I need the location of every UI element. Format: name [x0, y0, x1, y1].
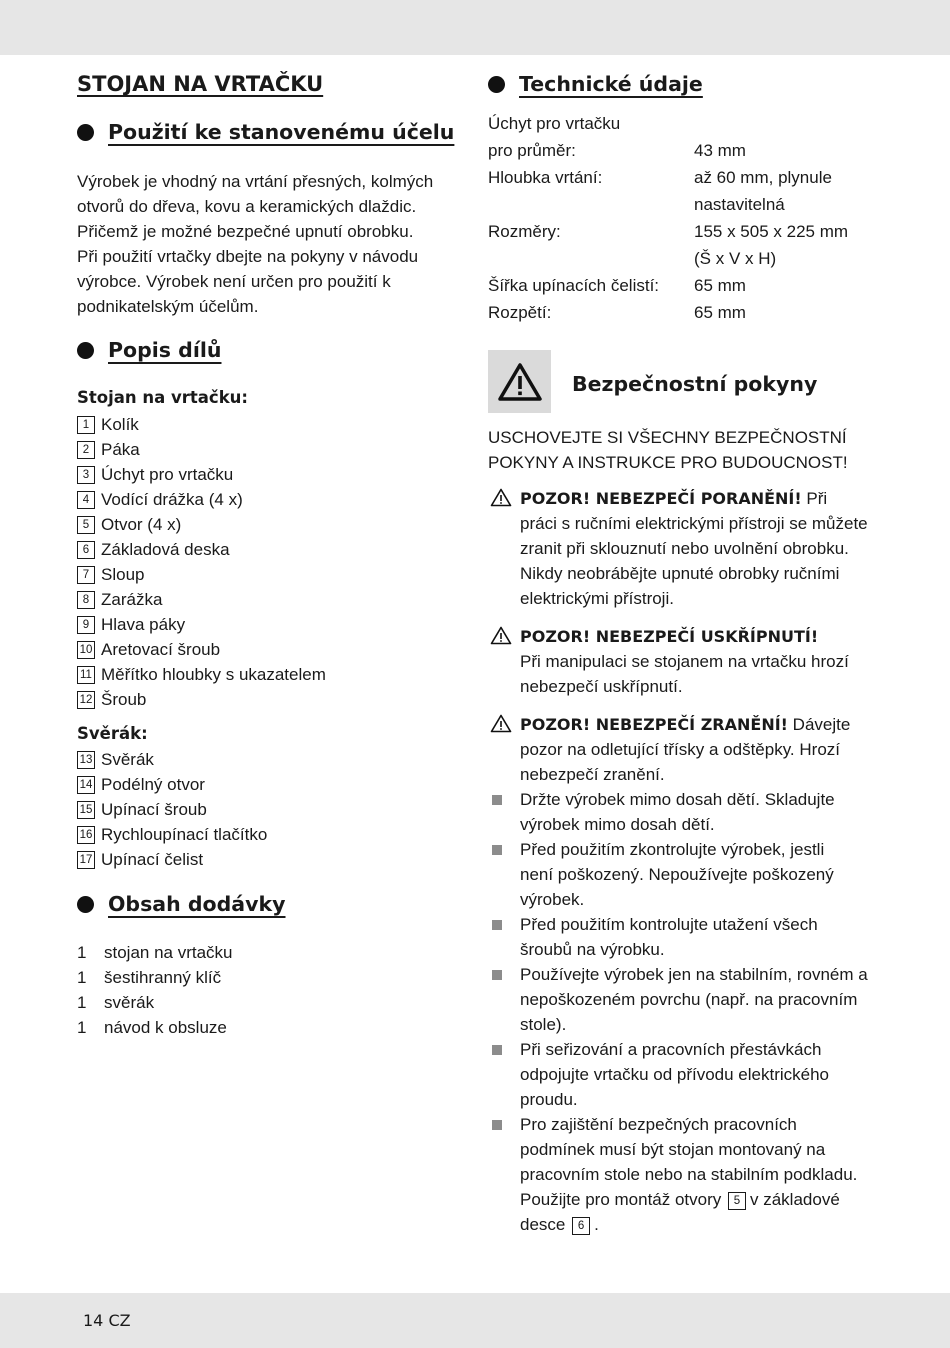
contents-label: svěrák — [104, 993, 155, 1012]
contents-label: stojan na vrtačku — [104, 943, 233, 962]
stand-parts-list — [77, 412, 326, 712]
part-item — [77, 512, 326, 537]
part-label: Šroub — [101, 690, 147, 709]
part-item — [77, 587, 326, 612]
part-item — [77, 537, 326, 562]
page-number: 14 CZ — [83, 1311, 131, 1330]
square-bullet-icon — [492, 920, 502, 930]
vise-parts-heading: Svěrák: — [77, 724, 148, 743]
part-label: Základová deska — [101, 540, 230, 559]
safety-bullet-list — [488, 787, 878, 1237]
part-label: Měřítko hloubky s ukazatelem — [101, 665, 326, 684]
intended-use-text: Výrobek je vhodný na vrtání přesných, kolmých otvorů do dřeva, kovu a keramických dlaždic. Přičemž je možné bezpečné upnutí obrobku. Při použití vrtačky dbejte na pokyny v návodu výrobce. Výrobek není určen pro použití k podnikatelským účelům. — [77, 172, 434, 316]
part-item — [77, 822, 267, 847]
part-label: Svěrák — [101, 750, 154, 769]
warning-first-line: POZOR! NEBEZPEČÍ PORANĚNÍ! Při — [520, 489, 828, 508]
part-number: 9 — [77, 616, 95, 634]
spec-key: Rozpětí: — [488, 303, 552, 322]
spec-value: 65 mm — [694, 303, 746, 322]
spec-value — [694, 110, 878, 137]
part-number: 12 — [77, 691, 95, 709]
part-item — [77, 797, 267, 822]
footer-bar — [0, 1293, 950, 1348]
part-number: 2 — [77, 441, 95, 459]
part-item — [77, 637, 326, 662]
part-number: 14 — [77, 776, 95, 794]
part-label: Otvor (4 x) — [101, 515, 182, 534]
part-number: 8 — [77, 591, 95, 609]
contents-item — [77, 1015, 233, 1040]
part-label: Upínací šroub — [101, 800, 207, 819]
spec-key: pro průměr: — [488, 141, 576, 160]
spec-value: 155 x 505 x 225 mm (Š x V x H) — [694, 222, 849, 268]
part-item — [77, 772, 267, 797]
spec-key: Šířka upínacích čelistí: — [488, 276, 660, 295]
bullet-line-with-refs: Použijte pro montáž otvory 5 v základové — [520, 1190, 840, 1209]
safety-bullet-item: Před použitím zkontrolujte výrobek, jestli není poškozený. Nepoužívejte poškozený výrobek. — [488, 837, 878, 912]
part-reference: 5 — [728, 1192, 746, 1210]
spec-row — [488, 137, 878, 164]
contents-quantity: 1 — [77, 943, 87, 962]
spec-key: Úchyt pro vrtačku — [488, 114, 621, 133]
spec-row — [488, 110, 878, 137]
part-label: Hlava páky — [101, 615, 186, 634]
section-heading-intended-use: Použití ke stanovenému účelu — [77, 120, 454, 144]
part-item — [77, 847, 267, 872]
part-number: 10 — [77, 641, 95, 659]
part-number: 15 — [77, 801, 95, 819]
warning-block — [488, 486, 878, 611]
warning-text: POZOR! NEBEZPEČÍ ZRANĚNÍ! Dávejte pozor na odletující třísky a odštěpky. Hrozí nebezpečí zranění. — [520, 712, 878, 787]
warning-text: POZOR! NEBEZPEČÍ USKŘÍPNUTÍ! Při manipulaci se stojanem na vrtačku hrozí nebezpečí uskřípnutí. — [520, 624, 878, 699]
part-item — [77, 612, 326, 637]
contents-quantity: 1 — [77, 993, 87, 1012]
part-item — [77, 412, 326, 437]
vise-parts-list — [77, 747, 267, 872]
part-number: 17 — [77, 851, 95, 869]
part-number: 7 — [77, 566, 95, 584]
bullet-icon — [77, 896, 94, 913]
part-label: Aretovací šroub — [101, 640, 221, 659]
part-number: 11 — [77, 666, 95, 684]
safety-heading: Bezpečnostní pokyny — [572, 372, 818, 396]
spec-value: 65 mm — [694, 276, 746, 295]
part-item — [77, 437, 326, 462]
section-heading-parts: Popis dílů — [77, 338, 221, 362]
square-bullet-icon — [492, 1120, 502, 1130]
section-heading-contents: Obsah dodávky — [77, 892, 286, 916]
page-title: STOJAN NA VRTAČKU — [77, 72, 324, 96]
part-label: Sloup — [101, 565, 145, 584]
square-bullet-icon — [492, 845, 502, 855]
square-bullet-icon — [492, 970, 502, 980]
part-reference: 6 — [572, 1217, 590, 1235]
warning-triangle-icon — [490, 714, 512, 733]
safety-bullet-item: Před použitím kontrolujte utažení všech šroubů na výrobku. — [488, 912, 878, 962]
part-item — [77, 562, 326, 587]
spec-key: Hloubka vrtání: — [488, 168, 603, 187]
bullet-line-with-refs: desce 6 . — [520, 1215, 599, 1234]
section-heading-technical-data: Technické údaje — [488, 72, 703, 96]
warning-icon-box — [488, 350, 551, 413]
warning-triangle-icon — [490, 626, 512, 645]
part-label: Upínací čelist — [101, 850, 204, 869]
warning-block — [488, 712, 878, 787]
contents-item — [77, 965, 233, 990]
spec-row — [488, 299, 878, 326]
contents-label: šestihranný klíč — [104, 968, 222, 987]
contents-quantity: 1 — [77, 968, 87, 987]
safety-bullet-item: Držte výrobek mimo dosah dětí. Skladujte výrobek mimo dosah dětí. — [488, 787, 878, 837]
spec-row — [488, 164, 878, 218]
part-label: Páka — [101, 440, 140, 459]
part-item — [77, 462, 326, 487]
delivery-contents-list — [77, 940, 233, 1040]
safety-bullet-item: Při seřizování a pracovních přestávkách odpojujte vrtačku od přívodu elektrického proudu. — [488, 1037, 878, 1112]
warning-label: POZOR! NEBEZPEČÍ USKŘÍPNUTÍ! — [520, 627, 819, 646]
safety-bullet-item: Pro zajištění bezpečných pracovních podmínek musí být stojan montovaný na pracovním stole nebo na stabilním podkladu. Použijte pro montáž otvory 5 v základové desce 6 . — [488, 1112, 878, 1237]
warning-label: POZOR! NEBEZPEČÍ ZRANĚNÍ! — [520, 715, 788, 734]
warning-first-line: POZOR! NEBEZPEČÍ ZRANĚNÍ! Dávejte — [520, 715, 851, 734]
spec-value: 43 mm — [694, 141, 746, 160]
part-item — [77, 747, 267, 772]
warning-block — [488, 624, 878, 699]
contents-quantity: 1 — [77, 1018, 87, 1037]
warning-triangle-icon — [497, 362, 543, 402]
part-label: Podélný otvor — [101, 775, 205, 794]
header-bar — [0, 0, 950, 55]
spec-key: Rozměry: — [488, 222, 561, 241]
part-label: Rychloupínací tlačítko — [101, 825, 268, 844]
contents-item — [77, 940, 233, 965]
part-label: Kolík — [101, 415, 139, 434]
part-item — [77, 662, 326, 687]
part-number: 13 — [77, 751, 95, 769]
part-label: Úchyt pro vrtačku — [101, 465, 234, 484]
part-number: 16 — [77, 826, 95, 844]
warning-text: POZOR! NEBEZPEČÍ PORANĚNÍ! Při práci s ručními elektrickými přístroji se můžete zranit při sklouznutí nebo uvolnění obrobku. Nikdy neobrábějte upnuté obrobky ručními elektrickými přístroji. — [520, 486, 878, 611]
spec-value: až 60 mm, plynule nastavitelná — [694, 168, 832, 214]
warning-triangle-icon — [490, 488, 512, 507]
safety-bullet-item: Používejte výrobek jen na stabilním, rovném a nepoškozeném povrchu (např. na pracovním stole). — [488, 962, 878, 1037]
part-item — [77, 687, 326, 712]
part-number: 6 — [77, 541, 95, 559]
contents-label: návod k obsluze — [104, 1018, 227, 1037]
spec-row — [488, 218, 878, 272]
part-number: 3 — [77, 466, 95, 484]
safety-keep-instructions: USCHOVEJTE SI VŠECHNY BEZPEČNOSTNÍ POKYNY A INSTRUKCE PRO BUDOUCNOST! — [488, 428, 848, 472]
warning-first-line — [520, 624, 878, 649]
bullet-icon — [488, 76, 505, 93]
technical-data-table — [488, 110, 878, 326]
bullet-icon — [77, 124, 94, 141]
square-bullet-icon — [492, 795, 502, 805]
part-number: 1 — [77, 416, 95, 434]
spec-row — [488, 272, 878, 299]
contents-item — [77, 990, 233, 1015]
part-label: Vodící drážka (4 x) — [101, 490, 243, 509]
part-label: Zarážka — [101, 590, 163, 609]
part-item — [77, 487, 326, 512]
part-number: 5 — [77, 516, 95, 534]
bullet-icon — [77, 342, 94, 359]
warning-label: POZOR! NEBEZPEČÍ PORANĚNÍ! — [520, 489, 802, 508]
square-bullet-icon — [492, 1045, 502, 1055]
part-number: 4 — [77, 491, 95, 509]
stand-parts-heading: Stojan na vrtačku: — [77, 388, 249, 407]
